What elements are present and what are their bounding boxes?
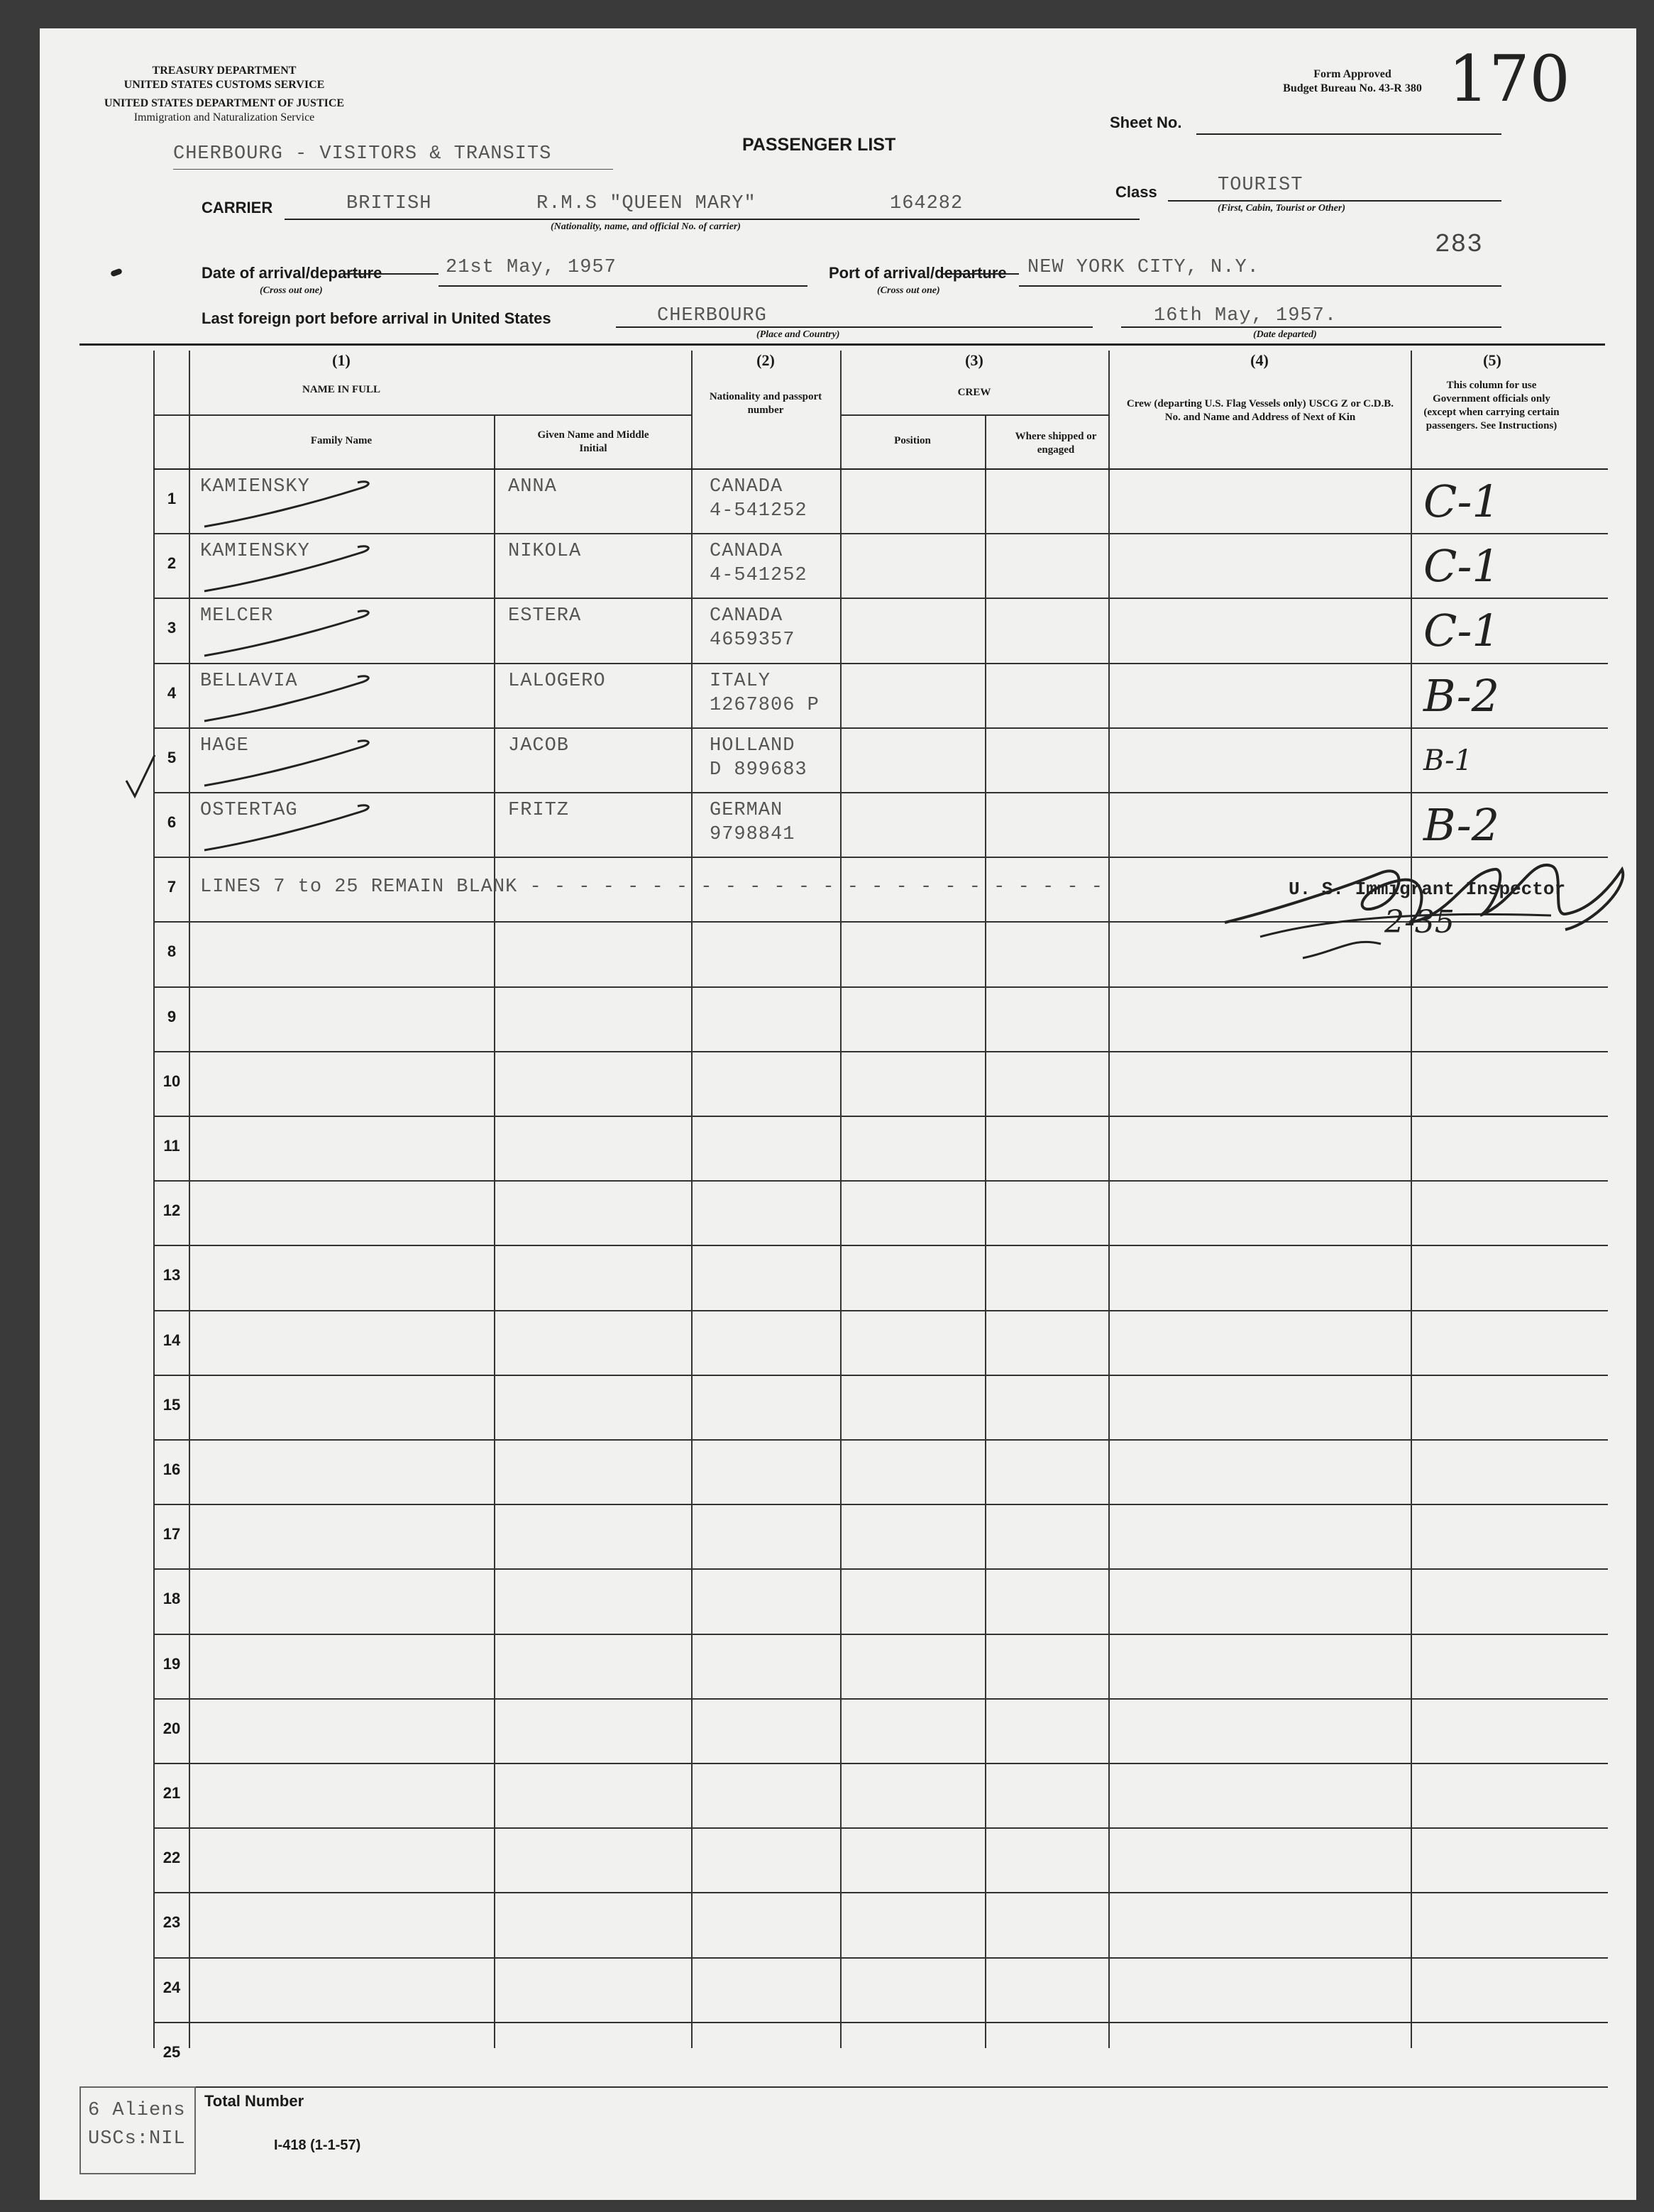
row-rule: [153, 1698, 1608, 1700]
col3-number: (3): [965, 351, 983, 369]
row-number: 5: [167, 748, 177, 766]
agency-header: [89, 64, 359, 125]
strike-mark: [190, 475, 431, 532]
family-name: HAGE: [200, 734, 249, 756]
row-number: 19: [162, 1654, 181, 1673]
row-rule: [153, 1892, 1608, 1893]
col4-title: Crew (departing U.S. Flag Vessels only) USCG Z or C.D.B. No. and Name and Address of Next of Kin: [1126, 398, 1394, 423]
row-number: 8: [167, 942, 177, 961]
col2-number: (2): [756, 351, 775, 369]
col3b-title: Where shipped or engaged: [1015, 431, 1097, 456]
date-value: 21st May, 1957: [446, 257, 617, 278]
official-classification: B-2: [1423, 669, 1500, 722]
row-number: 24: [162, 1978, 181, 1996]
nationality: ITALY: [710, 670, 771, 692]
row-rule: [153, 1568, 1608, 1570]
col-line: [985, 414, 986, 2048]
row-rule: [153, 663, 1608, 664]
sheet-typed-number: 283: [1435, 230, 1483, 259]
passport-number: 9798841: [710, 824, 795, 845]
budget-bureau: Budget Bureau No. 43-R 380: [1283, 82, 1422, 94]
strike-mark: [190, 799, 431, 856]
col1a-title: Family Name: [310, 435, 373, 446]
nationality: HOLLAND: [710, 734, 795, 756]
agency-line: TREASURY DEPARTMENT: [152, 65, 297, 77]
nationality: CANADA: [710, 541, 783, 563]
row-rule: [153, 1827, 1608, 1829]
checkmark-icon: [123, 752, 159, 802]
agency-line: UNITED STATES DEPARTMENT OF JUSTICE: [104, 97, 345, 109]
strike-mark: [190, 540, 431, 597]
aliens-count: 6 Aliens: [88, 2100, 186, 2121]
row-number: 4: [167, 683, 177, 702]
row-rule: [153, 1375, 1608, 1376]
date-departed-caption: (Date departed): [1253, 329, 1317, 340]
col5-title: This column for use Government officials only (except when carrying certain passengers. See Instructions): [1423, 380, 1560, 431]
carrier-number: 164282: [890, 193, 964, 214]
row-number: 25: [162, 2042, 181, 2061]
row-rule: [153, 2086, 1608, 2088]
last-port-line: [616, 326, 1093, 328]
passport-number: D 899683: [710, 759, 807, 781]
carrier-label: CARRIER: [202, 199, 273, 216]
col-line: [1108, 351, 1110, 2048]
departure-strike: [345, 273, 439, 275]
row-number: 22: [162, 1849, 181, 1867]
official-classification: B-2: [1423, 799, 1500, 851]
col3-title: CREW: [957, 387, 991, 398]
strike-mark: [190, 670, 431, 727]
given-name: ESTERA: [508, 605, 582, 627]
row-rule: [153, 1634, 1608, 1635]
row-rule: [153, 1763, 1608, 1764]
inspector-caption: U. S. Immigrant Inspector: [1289, 879, 1566, 900]
row-rule: [153, 598, 1608, 599]
row-rule: [153, 1180, 1608, 1182]
col2-title: Nationality and passport number: [709, 391, 822, 416]
official-classification: C-1: [1423, 540, 1500, 593]
row-number: 2: [167, 554, 177, 573]
col1b-title: Given Name and Middle Initial: [537, 429, 649, 454]
strike-mark: [190, 734, 431, 791]
row-number: 1: [167, 490, 177, 507]
row-rule: [153, 792, 1608, 793]
carrier-nationality: BRITISH: [346, 193, 432, 214]
col1-title: NAME IN FULL: [302, 384, 380, 395]
row-rule: [153, 1439, 1608, 1441]
row-number: 12: [162, 1201, 181, 1220]
row-rule: [153, 1051, 1608, 1052]
total-number-label: Total Number: [204, 2092, 304, 2110]
totals-box: [79, 2086, 196, 2174]
given-name: FRITZ: [508, 800, 570, 821]
row-number: 13: [162, 1266, 181, 1284]
row-number: 21: [162, 1784, 181, 1802]
row-rule: [153, 727, 1608, 729]
row-number: 6: [167, 813, 177, 831]
form-approved: [1267, 67, 1438, 96]
col3a-title: Position: [894, 435, 931, 446]
last-port-label: Last foreign port before arrival in United States: [202, 309, 551, 327]
row-number: 7: [167, 878, 177, 896]
header-sub-rule: [153, 414, 691, 416]
given-name: LALOGERO: [508, 670, 606, 692]
nationality: CANADA: [710, 605, 783, 627]
port-value: NEW YORK CITY, N.Y.: [1027, 257, 1259, 278]
col-line: [691, 351, 693, 2048]
row-rule: [153, 1957, 1608, 1959]
official-classification: C-1: [1423, 475, 1500, 527]
row-number: 10: [162, 1072, 181, 1090]
row-rule: [153, 2022, 1608, 2023]
date-line: [439, 285, 807, 287]
table-top-rule: [79, 343, 1605, 346]
date-caption: (Cross out one): [260, 285, 323, 296]
date-departed-line: [1121, 326, 1501, 328]
passport-number: 4-541252: [710, 565, 807, 587]
header-bottom-rule: [153, 468, 1608, 470]
row-number: 18: [162, 1590, 181, 1608]
port-line: [1019, 285, 1501, 287]
date-departed-value: 16th May, 1957.: [1154, 305, 1338, 326]
class-label: Class: [1115, 183, 1157, 201]
col-line: [153, 351, 155, 2048]
col4-number: (4): [1250, 351, 1269, 369]
row-number: 16: [162, 1460, 181, 1478]
row-number: 14: [162, 1331, 181, 1349]
col5-number: (5): [1483, 351, 1501, 369]
typed-heading: CHERBOURG - VISITORS & TRANSITS: [173, 143, 552, 165]
row-number: 20: [162, 1719, 181, 1737]
header-sub-rule: [840, 414, 1108, 416]
given-name: JACOB: [508, 734, 570, 756]
last-port-caption: (Place and Country): [756, 329, 840, 340]
row-number: 11: [163, 1137, 180, 1155]
blank-lines-note: LINES 7 to 25 REMAIN BLANK - - - - - - - - - - - - - - - - - - - - - - - -: [200, 876, 1103, 898]
sheet-label: Sheet No.: [1110, 114, 1182, 131]
carrier-name: R.M.S "QUEEN MARY": [536, 193, 756, 214]
row-rule: [153, 1504, 1608, 1505]
given-name: ANNA: [508, 476, 557, 497]
row-rule: [153, 1116, 1608, 1117]
row-number: 9: [167, 1007, 177, 1025]
family-name: OSTERTAG: [200, 800, 298, 821]
inspector-handwritten-note: 2-35: [1384, 904, 1455, 940]
col-line: [840, 351, 842, 2048]
given-name: NIKOLA: [508, 541, 582, 563]
passport-number: 4659357: [710, 629, 795, 651]
row-rule: [153, 533, 1608, 534]
col-line: [494, 414, 495, 2048]
class-value: TOURIST: [1218, 175, 1303, 196]
family-name: BELLAVIA: [200, 670, 298, 692]
agency-line: Immigration and Naturalization Service: [133, 111, 315, 123]
strike-mark: [190, 605, 431, 661]
col1-number: (1): [332, 351, 351, 369]
col-line: [1411, 351, 1412, 2048]
class-line: [1168, 200, 1501, 202]
handwritten-page-number: 170: [1448, 42, 1570, 116]
nationality: GERMAN: [710, 800, 783, 821]
passport-number: 4-541252: [710, 500, 807, 522]
uscs-count: USCs:NIL: [88, 2128, 186, 2150]
port-departure-strike: [942, 273, 1019, 275]
typed-heading-underline: [173, 169, 613, 170]
official-classification: C-1: [1423, 605, 1500, 657]
family-name: KAMIENSKY: [200, 541, 310, 563]
port-caption: (Cross out one): [877, 285, 940, 296]
family-name: MELCER: [200, 605, 274, 627]
class-caption: (First, Cabin, Tourist or Other): [1218, 203, 1345, 214]
family-name: KAMIENSKY: [200, 476, 310, 497]
nationality: CANADA: [710, 476, 783, 497]
page-title: PASSENGER LIST: [742, 135, 896, 155]
document-page: [40, 28, 1636, 2200]
sheet-line: [1196, 133, 1501, 135]
carrier-caption: (Nationality, name, and official No. of carrier): [551, 221, 741, 232]
carrier-line: [285, 219, 1140, 220]
row-rule: [153, 1310, 1608, 1311]
port-label: Port of arrival/departure: [829, 264, 1007, 282]
date-label-text: Date of arrival/departure: [202, 264, 382, 282]
last-port-value: CHERBOURG: [657, 305, 767, 326]
row-number: 15: [162, 1395, 181, 1414]
form-approved-label: Form Approved: [1313, 68, 1391, 80]
row-number: 3: [167, 619, 177, 637]
margin-mark: [110, 268, 123, 277]
passport-number: 1267806 P: [710, 694, 820, 716]
row-rule: [153, 1245, 1608, 1246]
row-number: 23: [162, 1913, 181, 1932]
row-number: 17: [162, 1525, 181, 1544]
form-number: I-418 (1-1-57): [274, 2137, 361, 2153]
official-classification: B-1: [1423, 744, 1473, 777]
agency-line: UNITED STATES CUSTOMS SERVICE: [123, 79, 325, 91]
